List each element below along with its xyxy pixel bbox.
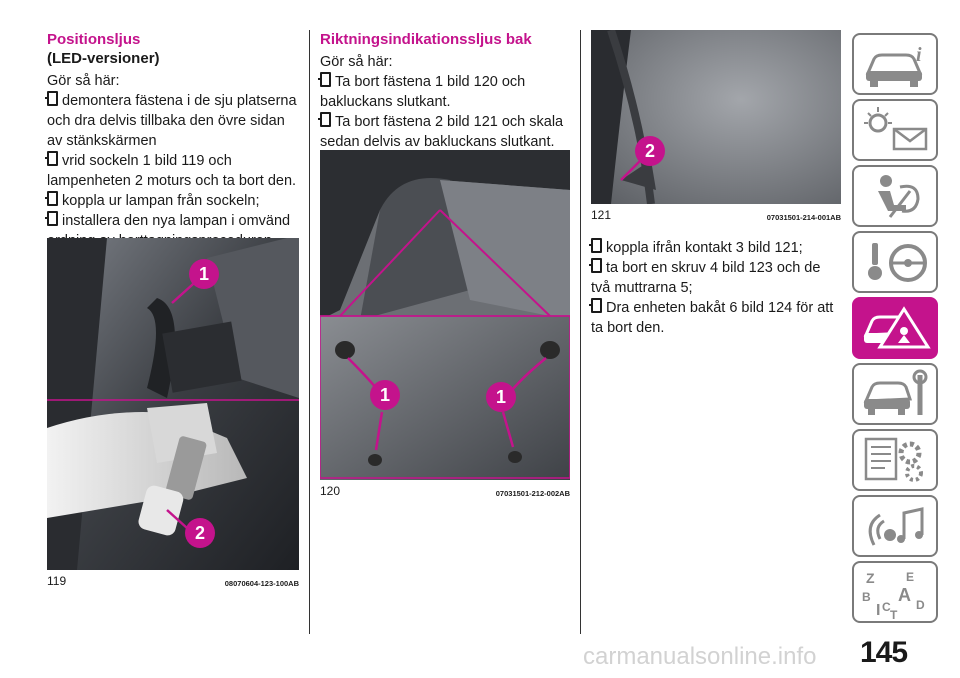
callout-badge-2: 2 xyxy=(635,136,665,166)
tab-getting-to-know-car[interactable] xyxy=(852,33,938,95)
intro-text: Gör så här: xyxy=(47,73,120,89)
bullet-icon xyxy=(591,258,602,273)
callout-badge-1: 1 xyxy=(370,380,400,410)
svg-text:B: B xyxy=(862,590,871,604)
section-heading: Riktningsindikationssljus bak xyxy=(320,31,532,48)
key-steering-wheel-icon xyxy=(860,237,934,289)
tab-maintenance[interactable] xyxy=(852,363,938,425)
bullet-icon xyxy=(47,151,58,166)
step-item: Ta bort fästena 1 bild 120 och bakluckans slutkant. xyxy=(320,74,526,110)
tab-emergency[interactable] xyxy=(852,297,938,359)
figure-120-photo xyxy=(320,150,570,480)
svg-text:i: i xyxy=(916,44,922,66)
intro-text: Gör så här: xyxy=(320,54,393,70)
step-item: installera den nya lampan i omvänd xyxy=(47,211,299,251)
svg-text:A: A xyxy=(898,585,911,605)
bullet-icon xyxy=(320,72,331,87)
figure-121-photo xyxy=(591,30,841,204)
specifications-gears-icon xyxy=(860,435,934,487)
tab-technical-data[interactable] xyxy=(852,429,938,491)
column-divider-1 xyxy=(309,30,310,634)
bullet-icon xyxy=(591,298,602,313)
callout-badge-2: 2 xyxy=(185,518,215,548)
svg-text:D: D xyxy=(916,598,925,612)
step-item: vrid sockeln 1 bild 119 och lampenheten 2 moturs och ta bort den. xyxy=(47,153,297,189)
column-positionsljus xyxy=(47,30,299,251)
step-item: koppla ifrån kontakt 3 bild 121; xyxy=(591,238,841,258)
car-info-icon xyxy=(860,39,934,91)
svg-text:E: E xyxy=(906,570,915,584)
step-item: demontera fästena i de sju platserna och dra delvis tillbaka den övre sidan av stänkskärmen xyxy=(47,93,297,149)
warning-lights-message-icon xyxy=(860,105,934,157)
figure-number: 120 xyxy=(320,484,341,498)
figure-number: 121 xyxy=(591,208,612,222)
tab-safety[interactable] xyxy=(852,165,938,227)
section-heading: Positionsljus xyxy=(47,31,141,48)
column-riktningsindikator xyxy=(320,30,570,152)
callout-badge-1b: 1 xyxy=(486,382,516,412)
step-item: ta bort en skruv 4 bild 123 och de två muttrarna 5; xyxy=(591,260,821,296)
tab-warning-lights[interactable] xyxy=(852,99,938,161)
figure-119-caption xyxy=(47,574,299,588)
tab-multimedia[interactable] xyxy=(852,495,938,557)
car-emergency-icon xyxy=(860,303,934,355)
bullet-icon xyxy=(47,211,58,226)
bullet-icon xyxy=(47,191,58,206)
trunk-lid-illustration xyxy=(320,150,570,480)
figure-number: 119 xyxy=(47,574,67,588)
figure-code: 07031501-212-002AB xyxy=(495,489,570,498)
step-item: koppla ur lampan från sockeln; xyxy=(47,191,299,211)
multimedia-icon xyxy=(860,501,934,553)
svg-text:T: T xyxy=(890,608,898,619)
tab-index[interactable] xyxy=(852,561,938,623)
alphabetical-index-icon xyxy=(860,567,934,619)
step-item: Dra enheten bakåt 6 bild 124 för att ta bort den. xyxy=(591,300,834,336)
column-divider-2 xyxy=(580,30,581,634)
tab-starting-driving[interactable] xyxy=(852,231,938,293)
figure-code: 08070604-123-100AB xyxy=(224,579,299,588)
car-wrench-icon xyxy=(860,369,934,421)
callout-badge-1: 1 xyxy=(189,259,219,289)
figure-120-caption xyxy=(320,484,570,498)
bullet-icon xyxy=(47,91,58,106)
trunk-lining-illustration xyxy=(591,30,841,204)
bullet-icon xyxy=(591,238,602,253)
figure-119-photo xyxy=(47,238,299,570)
column-steps-continued xyxy=(591,238,841,338)
svg-text:C: C xyxy=(882,600,891,614)
step-item: Ta bort fästena 2 bild 121 och skala sedan delvis av bakluckans slutkant. xyxy=(320,114,564,150)
bullet-icon xyxy=(320,112,331,127)
figure-code: 07031501-214-001AB xyxy=(766,213,841,222)
lamp-socket-illustration xyxy=(47,238,299,570)
seat-airbag-icon xyxy=(860,171,934,223)
page-number: 145 xyxy=(860,636,908,669)
figure-121-caption xyxy=(591,208,841,222)
watermark-text: carmanualsonline.info xyxy=(583,643,817,670)
section-subheading: (LED-versioner) xyxy=(47,50,160,67)
svg-text:I: I xyxy=(876,602,881,619)
svg-text:Z: Z xyxy=(866,570,875,586)
